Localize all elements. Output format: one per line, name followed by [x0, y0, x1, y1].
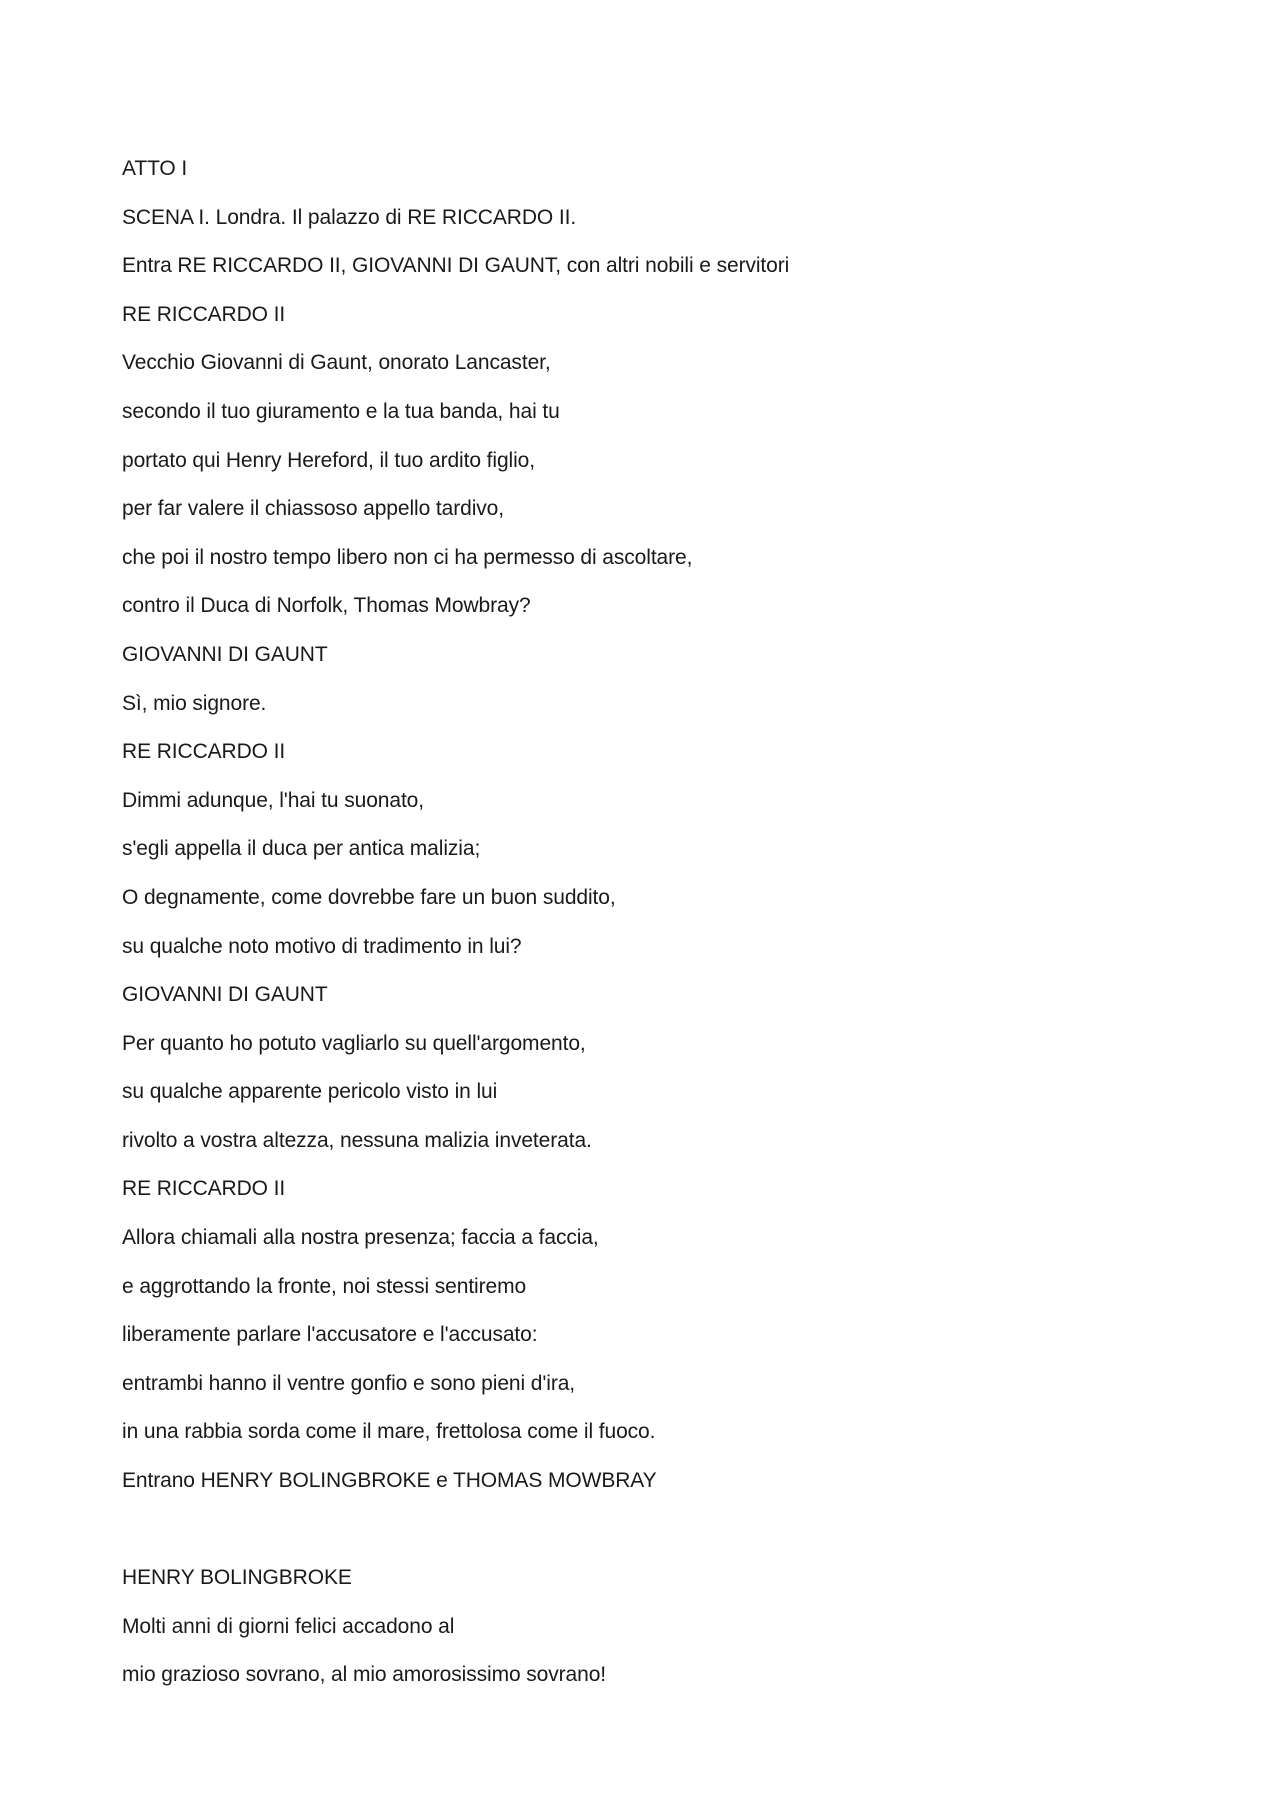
- speaker-name: RE RICCARDO II: [122, 302, 286, 326]
- dialogue-line: Dimmi adunque, l'hai tu suonato,: [122, 788, 424, 812]
- dialogue-line: per far valere il chiassoso appello tardivo,: [122, 497, 504, 521]
- dialogue-line: e aggrottando la fronte, noi stessi sentiremo: [122, 1274, 527, 1298]
- dialogue-line: mio grazioso sovrano, al mio amorosissimo sovrano!: [122, 1663, 607, 1687]
- speaker-name: GIOVANNI DI GAUNT: [122, 642, 328, 666]
- dialogue-line: O degnamente, come dovrebbe fare un buon suddito,: [122, 885, 616, 909]
- dialogue-line: entrambi hanno il ventre gonfio e sono pieni d'ira,: [122, 1371, 576, 1395]
- dialogue-line: Sì, mio signore.: [122, 691, 267, 715]
- dialogue-line: su qualche apparente pericolo visto in lui: [122, 1080, 498, 1104]
- act-heading: ATTO I: [122, 157, 188, 180]
- dialogue-line: Per quanto ho potuto vagliarlo su quell'argomento,: [122, 1031, 586, 1055]
- dialogue-line: Allora chiamali alla nostra presenza; faccia a faccia,: [122, 1226, 599, 1250]
- dialogue-line: contro il Duca di Norfolk, Thomas Mowbray?: [122, 594, 531, 618]
- blank-line: [122, 1515, 1182, 1564]
- document-body: [122, 154, 1182, 1709]
- speaker-name: RE RICCARDO II: [122, 1177, 286, 1201]
- speaker-name: GIOVANNI DI GAUNT: [122, 983, 328, 1007]
- dialogue-line: Vecchio Giovanni di Gaunt, onorato Lancaster,: [122, 351, 551, 375]
- dialogue-line: liberamente parlare l'accusatore e l'accusato:: [122, 1323, 538, 1347]
- scene-heading: SCENA I. Londra. Il palazzo di RE RICCARDO II.: [122, 205, 577, 229]
- dialogue-line: rivolto a vostra altezza, nessuna malizia inveterata.: [122, 1128, 592, 1152]
- dialogue-line: secondo il tuo giuramento e la tua banda, hai tu: [122, 399, 560, 423]
- speaker-name: RE RICCARDO II: [122, 740, 286, 764]
- dialogue-line: s'egli appella il duca per antica malizia;: [122, 837, 481, 861]
- dialogue-line: Molti anni di giorni felici accadono al: [122, 1614, 455, 1638]
- speaker-name: HENRY BOLINGBROKE: [122, 1566, 352, 1590]
- stage-direction: Entrano HENRY BOLINGBROKE e THOMAS MOWBRAY: [122, 1469, 657, 1493]
- stage-direction: Entra RE RICCARDO II, GIOVANNI DI GAUNT, con altri nobili e servitori: [122, 254, 790, 278]
- dialogue-line: portato qui Henry Hereford, il tuo ardito figlio,: [122, 448, 535, 472]
- dialogue-line: su qualche noto motivo di tradimento in lui?: [122, 934, 522, 958]
- dialogue-line: in una rabbia sorda come il mare, frettolosa come il fuoco.: [122, 1420, 656, 1444]
- dialogue-line: che poi il nostro tempo libero non ci ha permesso di ascoltare,: [122, 545, 693, 569]
